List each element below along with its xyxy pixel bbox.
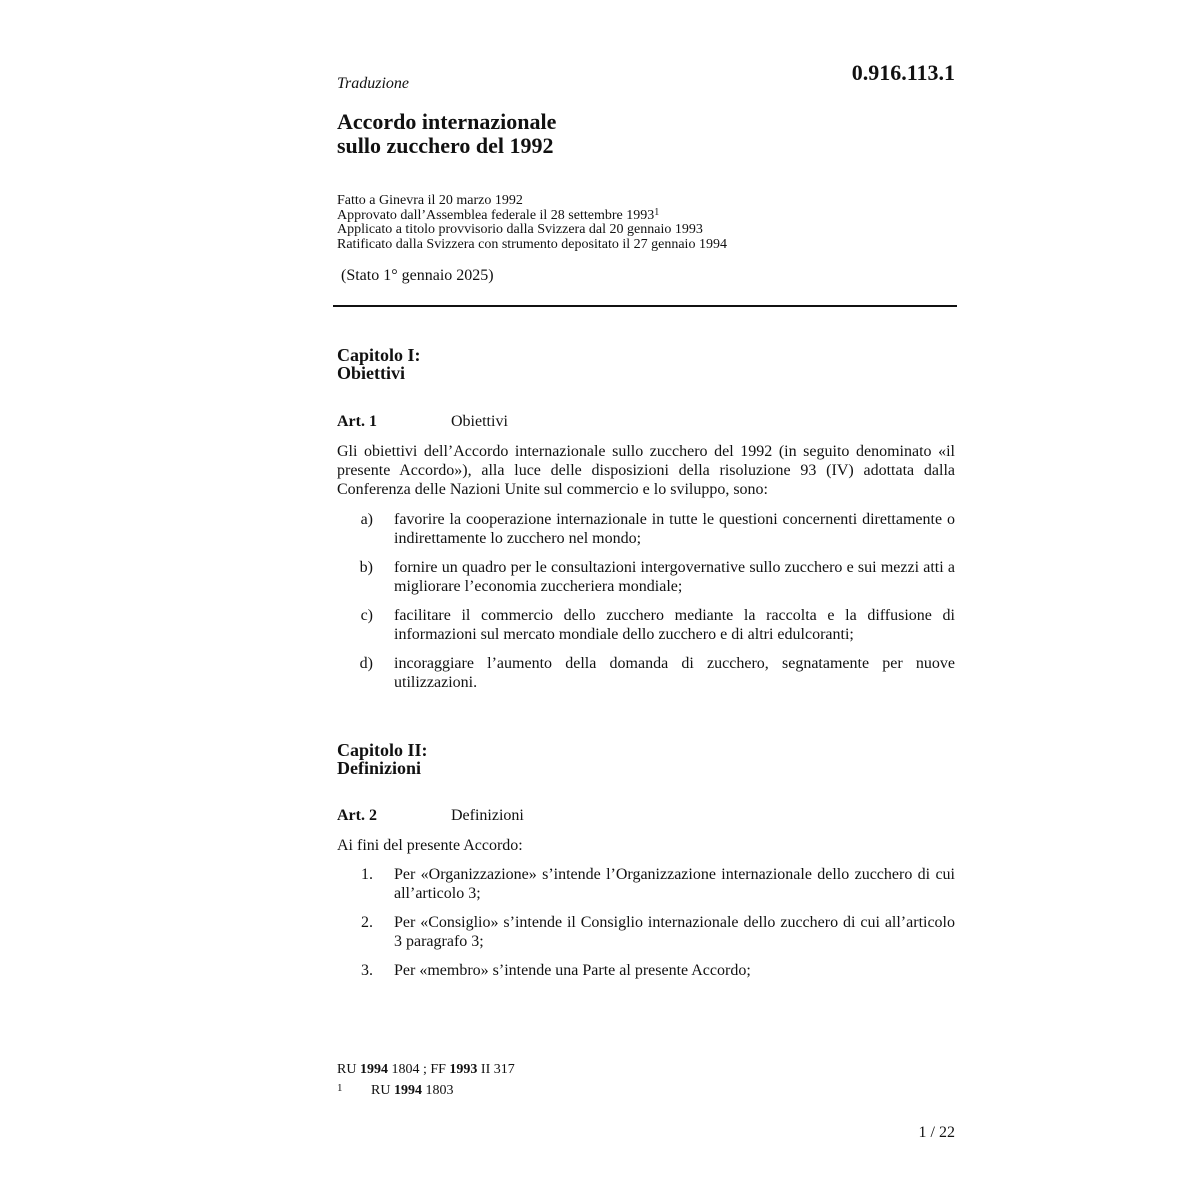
meta-line-1: Fatto a Ginevra il 20 marzo 1992 xyxy=(337,193,523,208)
list-item: b) fornire un quadro per le consultazioni intergovernative sullo zucchero e sui mezzi atti a migliorare l’economia zuccheriera mondiale; xyxy=(359,559,955,595)
translation-label: Traduzione xyxy=(337,75,410,92)
meta-line-2: Approvato dall’Assemblea federale il 28 settembre 1993$^1$ xyxy=(337,206,660,223)
list-item: d) incoraggiare l’aumento della domanda di zucchero, segnatamente per nuove utilizzazioni. xyxy=(359,655,955,691)
footnote-1: 1 RU 1994 1803 xyxy=(337,1079,515,1100)
sr-number: 0.916.113.1 xyxy=(851,60,955,85)
list-item: c) facilitare il commercio dello zucchero mediante la raccolta e la diffusione di informazioni sul mercato mondiale dello zucchero e di altri edulcoranti; xyxy=(360,607,955,643)
footnote-1-mark: 1 xyxy=(337,1082,343,1094)
article-2-number: Art. 2 xyxy=(337,807,377,824)
article-2-title: Definizioni xyxy=(451,807,524,824)
publication-reference: RU 1994 1804 ; FF 1993 II 317 xyxy=(337,1062,515,1077)
chapter-1-label: Capitolo I: xyxy=(337,345,421,365)
article-2-heading xyxy=(337,807,524,825)
chapter-2-label: Capitolo II: xyxy=(337,740,428,760)
list-item: 3. Per «membro» s’intende una Parte al presente Accordo; xyxy=(361,962,751,979)
article-1-list xyxy=(337,510,955,702)
page-number: 1 / 22 xyxy=(918,1124,955,1141)
status-date: (Stato 1° gennaio 2025) xyxy=(341,267,494,284)
article-2-list xyxy=(337,865,955,990)
chapter-2-title: Definizioni xyxy=(337,758,421,778)
article-1-intro: Gli obiettivi dell’Accordo internazionale sullo zucchero del 1992 (in seguito denominato «il presente Accordo»), alla luce delle disposizioni della risoluzione 93 (IV) adottata dalla Conferenza delle Nazioni Unite sul commercio e lo sviluppo, sono: xyxy=(337,443,955,498)
article-1-title: Obiettivi xyxy=(451,413,508,430)
list-item: a) favorire la cooperazione internazionale in tutte le questioni concernenti direttamente o indirettamente lo zucchero nel mondo; xyxy=(360,511,955,547)
title-line-1: Accordo internazionale xyxy=(337,109,557,134)
header-divider xyxy=(333,305,957,307)
article-1-heading xyxy=(337,413,508,431)
list-item: 2. Per «Consiglio» s’intende il Consiglio internazionale dello zucchero di cui all’articolo 3 paragrafo 3; xyxy=(361,914,955,950)
chapter-1-title: Obiettivi xyxy=(337,363,405,383)
chapter-2-heading xyxy=(337,741,428,777)
document-metadata xyxy=(337,194,727,252)
meta-line-4: Ratificato dalla Svizzera con strumento depositato il 27 gennaio 1994 xyxy=(337,236,727,252)
title-line-2: sullo zucchero del 1992 xyxy=(337,133,554,158)
document-title xyxy=(337,110,556,158)
article-2-intro: Ai fini del presente Accordo: xyxy=(337,837,523,854)
list-item: 1. Per «Organizzazione» s’intende l’Organizzazione internazionale dello zucchero di cui all’articolo 3; xyxy=(361,866,955,902)
meta-line-3: Applicato a titolo provvisorio dalla Svizzera dal 20 gennaio 1993 xyxy=(337,222,703,237)
footnote-ref[interactable]: 1 xyxy=(654,206,660,218)
footnotes xyxy=(337,1060,515,1100)
chapter-1-heading xyxy=(337,346,421,382)
article-1-number: Art. 1 xyxy=(337,413,377,430)
